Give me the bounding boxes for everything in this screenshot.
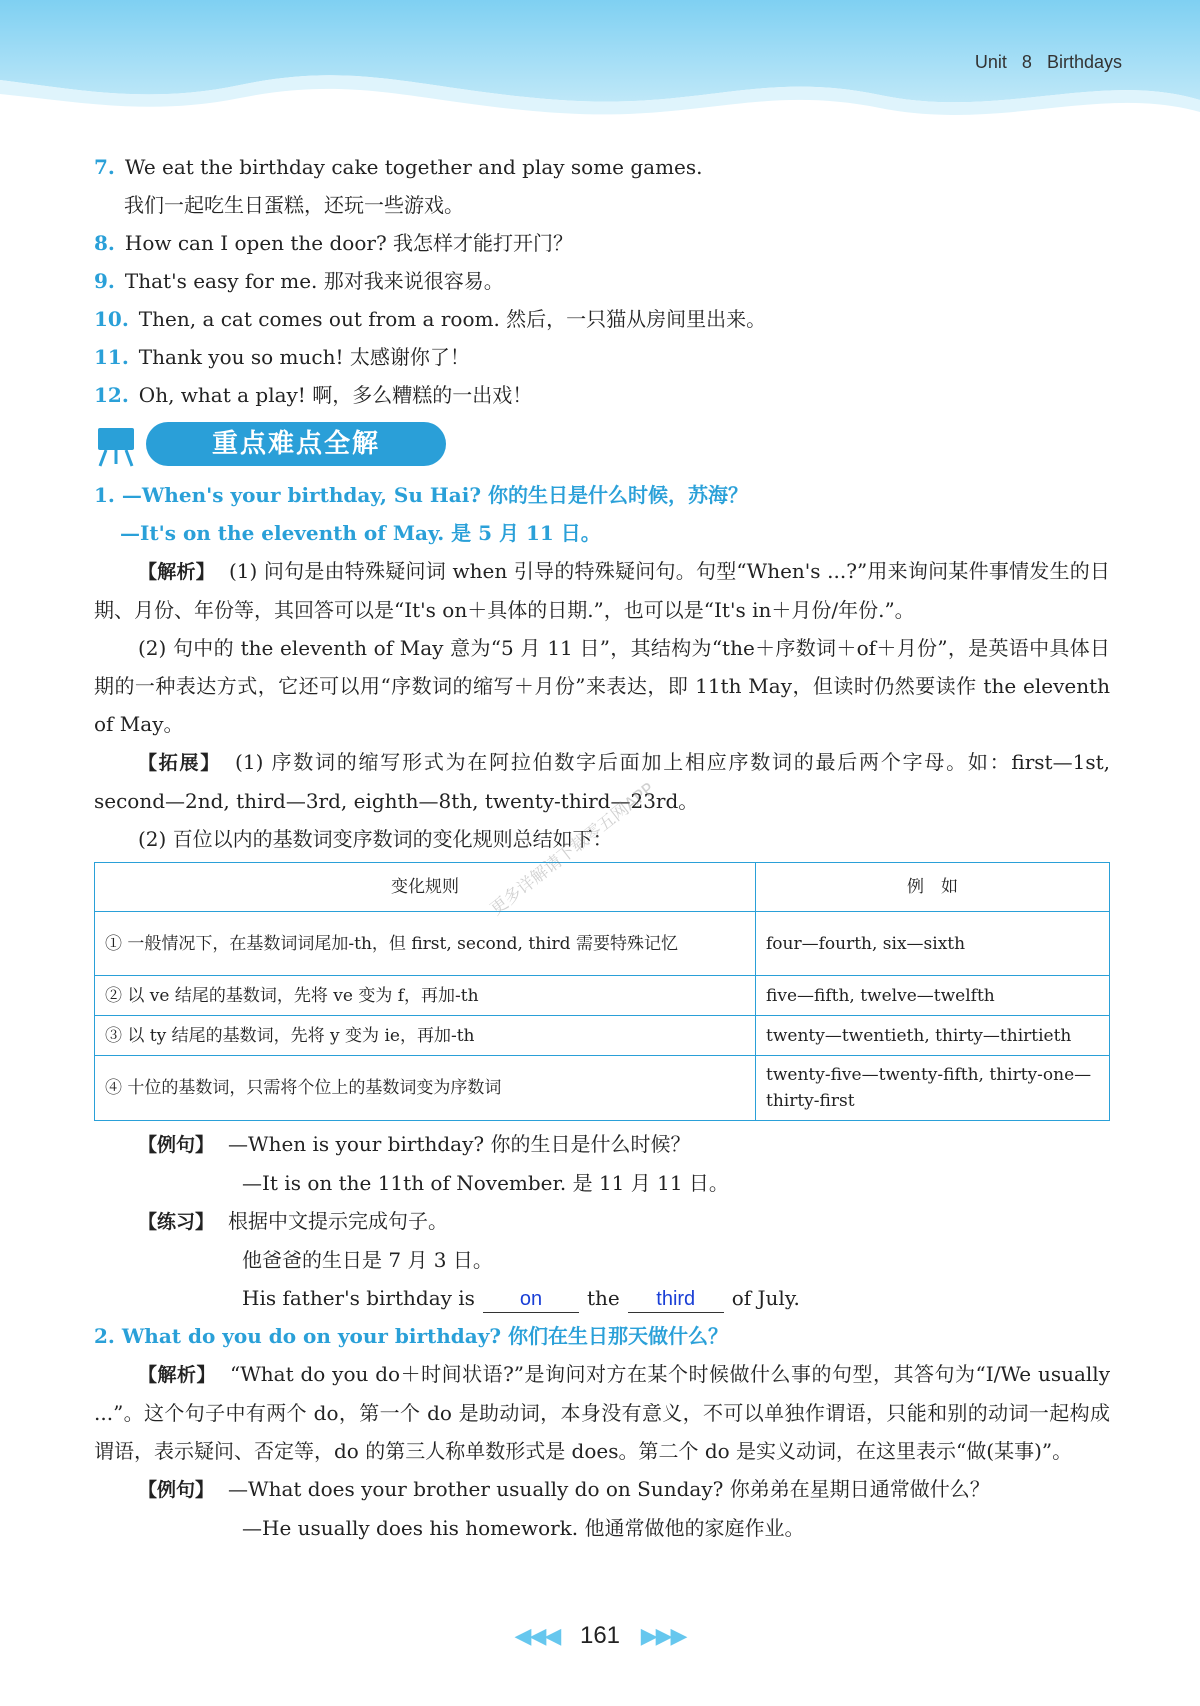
watermark: 更多详解请下载零五网APP — [486, 779, 659, 920]
table-cell-example: four—fourth, six—sixth — [756, 912, 1110, 976]
q1-example-question: 【例句】 —When is your birthday? 你的生日是什么时候？ — [138, 1132, 691, 1156]
page-footer — [0, 1622, 1200, 1650]
q2-example-question: 【例句】 —What does your brother usually do on Sunday? 你弟弟在星期日通常做什么？ — [138, 1477, 990, 1501]
table-row — [95, 1056, 1110, 1121]
table-row — [95, 1016, 1110, 1056]
table-row — [95, 976, 1110, 1016]
next-arrows-icon: ▶▶▶ — [640, 1623, 686, 1648]
question-1-answer: —It's on the eleventh of May. 是 5 月 11 日。 — [120, 521, 601, 545]
table-header-row — [95, 863, 1110, 912]
answer-blank-1[interactable]: on — [483, 1286, 579, 1313]
q1-practice-chinese: 他爸爸的生日是 7 月 3 日。 — [242, 1248, 493, 1272]
table-cell-rule: ① 一般情况下，在基数词词尾加-th，但 first, second, third 需要特殊记忆 — [95, 912, 756, 976]
table-header-example: 例 如 — [756, 863, 1110, 912]
blackboard-icon — [94, 424, 138, 468]
answer-blank-2[interactable]: third — [628, 1286, 724, 1313]
q1-example-answer: —It is on the 11th of November. 是 11 月 11 日。 — [242, 1171, 729, 1195]
table-cell-rule: ④ 十位的基数词，只需将个位上的基数词变为序数词 — [95, 1056, 756, 1121]
q1-analysis-1: 【解析】 (1) 问句是由特殊疑问词 when 引导的特殊疑问句。句型“When's ...?”用来询问某件事情发生的日期、月份、年份等，其回答可以是“It's on＋具体的日期.”，也可以是“It's in＋月份/年份.”。 — [94, 559, 1110, 622]
prev-arrows-icon: ◀◀◀ — [514, 1623, 560, 1648]
sentence-11: 11. Thank you so much! 太感谢你了！ — [94, 345, 470, 369]
table-cell-example: twenty-five—twenty-fifth, thirty-one—thirty-first — [756, 1056, 1110, 1121]
sentence-8: 8. How can I open the door? 我怎样才能打开门？ — [94, 231, 574, 255]
sentence-7: 7. We eat the birthday cake together and play some games. — [94, 155, 703, 179]
table-cell-rule: ② 以 ve 结尾的基数词，先将 ve 变为 f，再加-th — [95, 976, 756, 1016]
q1-practice-sentence: His father's birthday is on the third of July. — [94, 1279, 1110, 1317]
table-cell-example: twenty—twentieth, thirty—thirtieth — [756, 1016, 1110, 1056]
question-2-title: 2. What do you do on your birthday? 你们在生日那天做什么？ — [94, 1324, 729, 1348]
question-1-title: 1. —When's your birthday, Su Hai? 你的生日是什么时候，苏海？ — [94, 483, 749, 507]
unit-number: Unit 8 — [974, 52, 1032, 72]
page-content — [94, 148, 1110, 1547]
section-header — [94, 416, 1110, 472]
table-cell-example: five—fifth, twelve—twelfth — [756, 976, 1110, 1016]
sentence-7-translation: 我们一起吃生日蛋糕，还玩一些游戏。 — [124, 193, 464, 217]
q1-practice-instruction: 【练习】 根据中文提示完成句子。 — [138, 1209, 449, 1233]
q2-analysis: 【解析】 “What do you do＋时间状语?”是询问对方在某个时候做什么事的句型，其答句为“I/We usually ...”。这个句子中有两个 do，第一个 do 是助动词，本身没有意义，不可以单独作谓语，只能和别的动词一起构成谓语，表示疑问、否定等，do 的第三人称单数形式是 does。第二个 do 是实义动词，在这里表示“做(某事)”。 — [94, 1362, 1110, 1463]
table-header-rule: 变化规则 — [95, 863, 756, 912]
table-row — [95, 912, 1110, 976]
section-title: 重点难点全解 — [146, 422, 446, 466]
q2-example-answer: —He usually does his homework. 他通常做他的家庭作业。 — [242, 1516, 805, 1540]
sentence-10: 10. Then, a cat comes out from a room. 然后，一只猫从房间里出来。 — [94, 307, 767, 331]
page-number: 161 — [579, 1622, 621, 1649]
ordinal-rules-table — [94, 862, 1110, 1121]
sentence-12: 12. Oh, what a play! 啊，多么糟糕的一出戏！ — [94, 383, 533, 407]
unit-title: Birthdays — [1046, 52, 1122, 72]
q1-extend-2: (2) 百位以内的基数词变序数词的变化规则总结如下： — [138, 827, 613, 851]
unit-label — [975, 52, 1122, 73]
table-cell-rule: ③ 以 ty 结尾的基数词，先将 y 变为 ie，再加-th — [95, 1016, 756, 1056]
q1-extend-1: 【拓展】 (1) 序数词的缩写形式为在阿拉伯数字后面加上相应序数词的最后两个字母。如：first—1st, second—2nd, third—3rd, eighth—8th, twenty-third—23rd。 — [94, 750, 1110, 813]
q1-analysis-2: (2) 句中的 the eleventh of May 意为“5 月 11 日”，其结构为“the＋序数词＋of＋月份”，是英语中具体日期的一种表达方式，它还可以用“序数词的缩写＋月份”来表达，即 11th May，但读时仍然要读作 the eleventh of May。 — [94, 636, 1110, 736]
sentence-9: 9. That's easy for me. 那对我来说很容易。 — [94, 269, 504, 293]
